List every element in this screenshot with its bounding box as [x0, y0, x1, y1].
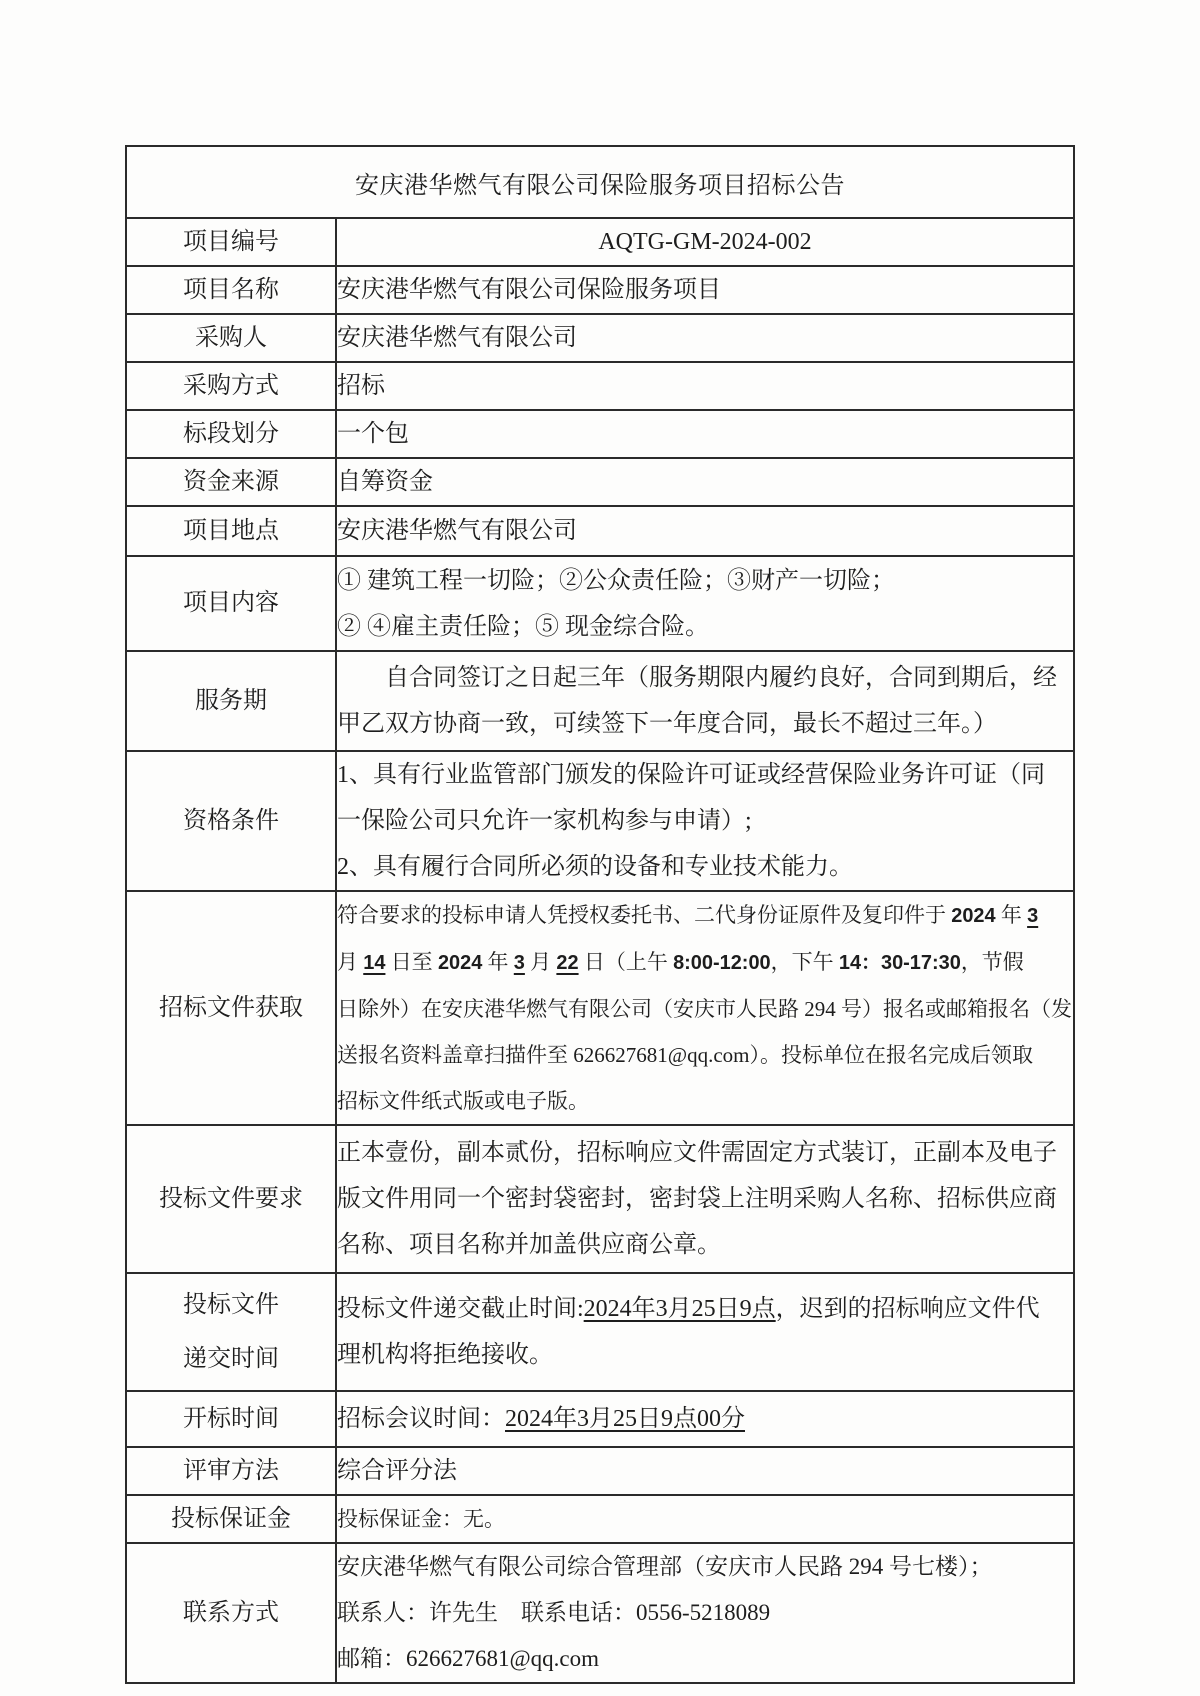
text-line: [337, 1590, 1073, 1636]
row-label-text: [127, 1406, 335, 1432]
row-label-bid-opening: [126, 1391, 336, 1447]
row-label-text: [127, 995, 335, 1021]
table-row-service-period: [126, 651, 1074, 751]
text-line: 投标保证金: [171, 1505, 291, 1532]
row-label-text: [127, 421, 335, 447]
row-value-bid-doc-requirements: [336, 1125, 1074, 1273]
table-row-bid-opening: [126, 1391, 1074, 1447]
highlighted-text: 2024年3月25日9点: [583, 1296, 776, 1322]
row-label-procurement-method: [126, 362, 336, 410]
text-segment: 名称、项目名称并加盖供应商公章。: [337, 1232, 721, 1258]
text-line: 联系方式: [183, 1599, 279, 1626]
text-line: 投标文件要求: [159, 1185, 303, 1212]
row-label-submission-deadline: [126, 1273, 336, 1391]
text-line: [337, 219, 1073, 265]
text-segment: 甲乙双方协商一致，可续签下一年度合同，最长不超过三年。）: [337, 711, 997, 737]
text-segment: 投标文件递交截止时间:: [337, 1296, 584, 1322]
text-line: [337, 939, 1073, 986]
text-line: [337, 558, 1073, 604]
highlighted-text: 8:00-12:00: [673, 952, 771, 974]
text-segment: 自合同签订之日起三年（服务期限内履约良好，合同到期后，经: [337, 665, 1057, 691]
row-label-service-period: [126, 651, 336, 751]
row-value-bid-bond: [336, 1495, 1074, 1543]
text-line: [337, 508, 1073, 554]
text-line: [337, 844, 1073, 890]
row-label-text: [127, 1292, 335, 1373]
row-label-evaluation-method: [126, 1447, 336, 1495]
table-row-title: [126, 146, 1074, 218]
tender-announcement-table: [125, 145, 1075, 1684]
highlighted-text: 2024年3月25日9点00分: [505, 1406, 745, 1432]
text-segment: 月: [337, 950, 364, 974]
row-label-text: [127, 1458, 335, 1484]
row-label-project-number: [126, 218, 336, 266]
row-label-text: [127, 1600, 335, 1626]
highlighted-text: 14: [363, 952, 386, 974]
text-line: [337, 1130, 1073, 1176]
text-line: [337, 459, 1073, 505]
text-line: [337, 315, 1073, 361]
row-value-contact: [336, 1543, 1074, 1683]
text-line: 资格条件: [183, 807, 279, 834]
text-line: 服务期: [195, 687, 267, 714]
table-row-submission-deadline: [126, 1273, 1074, 1391]
row-label-text: [127, 590, 335, 616]
text-segment: 自筹资金: [337, 469, 433, 495]
text-segment: ，下午: [770, 950, 839, 974]
text-line: 项目内容: [183, 590, 279, 617]
row-label-text: [127, 1186, 335, 1212]
text-line: 标段划分: [183, 420, 279, 447]
text-segment: 日（上午: [578, 950, 674, 974]
text-line: [337, 1636, 1073, 1682]
row-label-project-name: [126, 266, 336, 314]
text-segment: 招标: [337, 373, 385, 399]
highlighted-text: 3: [513, 952, 525, 974]
row-label-funding-source: [126, 458, 336, 506]
text-segment: ① 建筑工程一切险；②公众责任险；③财产一切险；: [337, 567, 895, 594]
text-line: 招标文件获取: [159, 994, 303, 1021]
table-row-funding-source: [126, 458, 1074, 506]
highlighted-text: 22: [556, 952, 579, 974]
highlighted-text: 2024: [951, 905, 996, 927]
row-label-text: [127, 469, 335, 495]
text-segment: 月: [524, 950, 557, 974]
row-label-bid-bond: [126, 1495, 336, 1543]
text-line: 项目名称: [183, 276, 279, 303]
text-segment: ，节假: [960, 950, 1024, 974]
highlighted-text: 14：30-17:30: [838, 952, 961, 974]
row-label-bid-doc-requirements: [126, 1125, 336, 1273]
row-value-lot-division: [336, 410, 1074, 458]
text-segment: 投标保证金：无。: [337, 1507, 505, 1531]
text-segment: 邮箱：626627681@qq.com: [337, 1646, 600, 1671]
highlighted-text: 2024: [437, 952, 483, 974]
row-value-project-number: [336, 218, 1074, 266]
row-label-contact: [126, 1543, 336, 1683]
text-segment: 综合评分法: [337, 1458, 457, 1484]
text-segment: 安庆港华燃气有限公司综合管理部（安庆市人民路 294 号七楼）；: [337, 1554, 993, 1579]
text-segment: 日除外）在安庆港华燃气有限公司（安庆市人民路 294 号）报名或邮箱报名（发: [337, 997, 1072, 1021]
text-segment: 安庆港华燃气有限公司保险服务项目: [337, 277, 721, 303]
text-segment: 日至: [385, 950, 438, 974]
row-value-service-period: [336, 651, 1074, 751]
text-line: [337, 1078, 1073, 1124]
text-segment: 1、具有行业监管部门颁发的保险许可证或经营保险业务许可证（同: [337, 762, 1045, 788]
tender-table-body: [126, 146, 1074, 1683]
text-line: 采购方式: [183, 372, 279, 399]
text-segment: 符合要求的投标申请人凭授权委托书、二代身份证原件及复印件于: [337, 903, 952, 927]
row-value-project-content: [336, 556, 1074, 651]
text-segment: 理机构将拒绝接收。: [337, 1342, 553, 1368]
text-segment: 一个包: [337, 421, 409, 447]
text-segment: 安庆港华燃气有限公司: [337, 518, 577, 544]
text-line: 项目编号: [183, 228, 279, 255]
text-line: [337, 1222, 1073, 1268]
row-label-text: [127, 518, 335, 544]
text-segment: 送报名资料盖章扫描件至 626627681@qq.com）。投标单位在报名完成后领取: [337, 1043, 1033, 1067]
row-label-lot-division: [126, 410, 336, 458]
row-label-project-content: [126, 556, 336, 651]
text-line: [337, 1448, 1073, 1494]
text-line: [337, 701, 1073, 747]
table-row-contact: [126, 1543, 1074, 1683]
table-row-project-content: [126, 556, 1074, 651]
text-segment: 版文件用同一个密封袋密封，密封袋上注明采购人名称、招标供应商: [337, 1186, 1057, 1212]
text-line: [337, 798, 1073, 844]
row-label-text: [127, 688, 335, 714]
text-segment: 年: [995, 903, 1028, 927]
text-line: [337, 267, 1073, 313]
text-line: 资金来源: [183, 468, 279, 495]
text-line: 开标时间: [183, 1405, 279, 1432]
row-label-qualification: [126, 751, 336, 891]
text-line: [337, 752, 1073, 798]
text-line: [337, 1496, 1073, 1542]
text-line: [337, 363, 1073, 409]
text-line: [337, 604, 1073, 650]
text-segment: 正本壹份，副本贰份，招标响应文件需固定方式装订，正副本及电子: [337, 1140, 1057, 1166]
text-line: [337, 986, 1073, 1032]
text-segment: 年: [482, 950, 514, 974]
row-label-text: [127, 277, 335, 303]
row-value-funding-source: [336, 458, 1074, 506]
row-label-text: [127, 325, 335, 351]
table-row-project-location: [126, 506, 1074, 556]
text-line: [337, 655, 1073, 701]
table-row-evaluation-method: [126, 1447, 1074, 1495]
text-segment: 招标文件纸式版或电子版。: [337, 1089, 589, 1113]
text-segment: 2、具有履行合同所必须的设备和专业技术能力。: [337, 854, 853, 880]
table-row-purchaser: [126, 314, 1074, 362]
row-label-text: [127, 373, 335, 399]
text-segment: 联系人：许先生 联系电话：0556-5218089: [337, 1600, 771, 1625]
row-label-purchaser: [126, 314, 336, 362]
text-line: [337, 1332, 1073, 1378]
text-segment: 一保险公司只允许一家机构参与申请）;: [337, 808, 752, 834]
text-segment: 招标会议时间：: [337, 1406, 505, 1432]
row-value-qualification: [336, 751, 1074, 891]
text-line: 评审方法: [183, 1457, 279, 1484]
row-label-project-location: [126, 506, 336, 556]
table-row-bid-bond: [126, 1495, 1074, 1543]
table-row-lot-division: [126, 410, 1074, 458]
row-value-purchaser: [336, 314, 1074, 362]
text-segment: ，迟到的招标响应文件代: [775, 1296, 1040, 1322]
table-row-doc-acquisition: [126, 891, 1074, 1125]
row-value-submission-deadline: [336, 1273, 1074, 1391]
row-label-text: [127, 808, 335, 834]
text-segment: 安庆港华燃气有限公司: [337, 325, 577, 351]
text-line: [337, 411, 1073, 457]
text-line: [337, 1544, 1073, 1590]
row-value-project-name: [336, 266, 1074, 314]
text-line: [337, 1396, 1073, 1442]
row-value-bid-opening: [336, 1391, 1074, 1447]
text-line: [337, 1176, 1073, 1222]
text-line: 项目地点: [183, 517, 279, 544]
text-segment: AQTG-GM-2024-002: [598, 229, 812, 255]
row-value-doc-acquisition: [336, 891, 1074, 1125]
table-row-project-number: [126, 218, 1074, 266]
text-line: 采购人: [195, 324, 267, 351]
table-row-project-name: [126, 266, 1074, 314]
text-line: [337, 1286, 1073, 1332]
text-line: [337, 892, 1073, 939]
row-label-text: [127, 1506, 335, 1532]
table-row-procurement-method: [126, 362, 1074, 410]
row-label-text: [127, 229, 335, 255]
row-value-procurement-method: [336, 362, 1074, 410]
row-label-doc-acquisition: [126, 891, 336, 1125]
text-line: [337, 1032, 1073, 1078]
text-segment: ② ④雇主责任险；⑤ 现金综合险。: [337, 613, 709, 640]
row-value-evaluation-method: [336, 1447, 1074, 1495]
table-title: 安庆港华燃气有限公司保险服务项目招标公告: [126, 146, 1074, 218]
row-value-project-location: [336, 506, 1074, 556]
text-line: 递交时间: [183, 1346, 279, 1372]
table-row-qualification: [126, 751, 1074, 891]
table-row-bid-doc-requirements: [126, 1125, 1074, 1273]
text-line: 投标文件: [183, 1291, 279, 1318]
highlighted-text: 3: [1027, 905, 1039, 927]
